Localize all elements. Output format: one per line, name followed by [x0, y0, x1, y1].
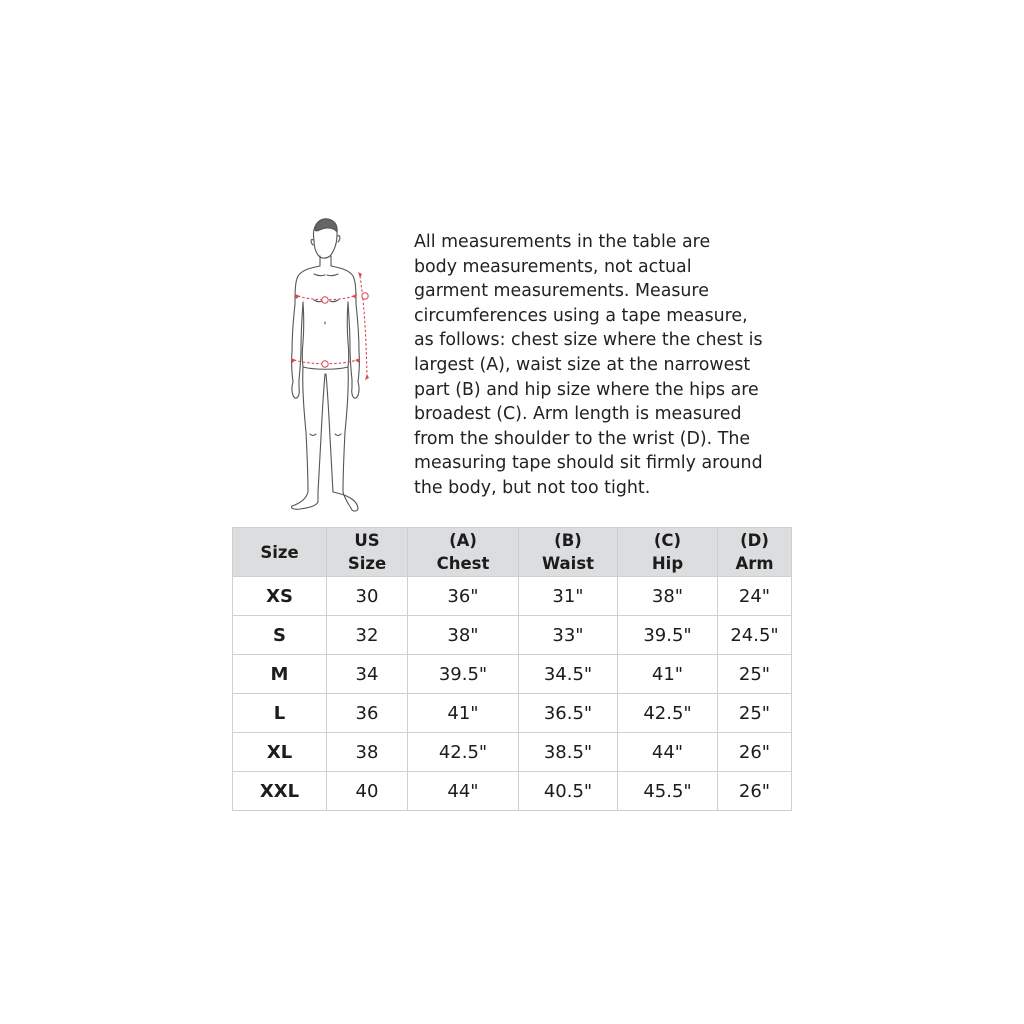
body-measurement-figure	[262, 212, 392, 518]
hip-cell: 39.5"	[618, 616, 718, 655]
chest-cell: 38"	[408, 616, 519, 655]
arm-cell: 24"	[718, 577, 792, 616]
hip-cell: 41"	[618, 655, 718, 694]
size-cell: XXL	[233, 772, 327, 811]
header-hip-letter: (C)	[653, 531, 682, 550]
size-cell: M	[233, 655, 327, 694]
table-row	[233, 577, 792, 616]
us-size-cell: 30	[327, 577, 408, 616]
header-waist-letter: (B)	[554, 531, 582, 550]
header-hip	[618, 528, 718, 577]
hip-cell: 45.5"	[618, 772, 718, 811]
header-hip-label: Hip	[651, 554, 684, 573]
hip-cell: 42.5"	[618, 694, 718, 733]
header-size	[233, 528, 327, 577]
header-arm-letter: (D)	[740, 531, 769, 550]
chest-cell: 39.5"	[408, 655, 519, 694]
waist-cell: 36.5"	[519, 694, 618, 733]
table-row	[233, 616, 792, 655]
human-figure-illustration	[262, 212, 392, 518]
waist-cell: 34.5"	[519, 655, 618, 694]
waist-cell: 31"	[519, 577, 618, 616]
header-chest	[408, 528, 519, 577]
arm-cell: 26"	[718, 733, 792, 772]
chest-cell: 41"	[408, 694, 519, 733]
table-row	[233, 655, 792, 694]
measurement-instructions: All measurements in the table are body measurements, not actual garment measurements. Measure circumferences using a tape measure, as follows: chest size where the chest is largest (A), waist size at the narrowest part (B) and hip size where the hips are broadest (C). Arm length is measured from the shoulder to the wrist (D). The measuring tape should sit firmly around the body, but not too tight.	[414, 232, 763, 498]
header-waist	[519, 528, 618, 577]
table-row	[233, 733, 792, 772]
us-size-cell: 38	[327, 733, 408, 772]
header-arm	[718, 528, 792, 577]
arm-cell: 26"	[718, 772, 792, 811]
size-cell: L	[233, 694, 327, 733]
table-row	[233, 694, 792, 733]
table-row	[233, 772, 792, 811]
chest-cell: 36"	[408, 577, 519, 616]
arm-cell: 25"	[718, 694, 792, 733]
header-arm-label: Arm	[735, 554, 774, 573]
table-header-row	[233, 528, 792, 577]
header-chest-label: Chest	[436, 554, 490, 573]
header-size-label: Size	[260, 542, 299, 562]
size-chart-table	[232, 527, 792, 811]
waist-cell: 40.5"	[519, 772, 618, 811]
size-cell: S	[233, 616, 327, 655]
us-size-cell: 34	[327, 655, 408, 694]
hip-cell: 38"	[618, 577, 718, 616]
header-chest-letter: (A)	[449, 531, 477, 550]
waist-cell: 33"	[519, 616, 618, 655]
header-us-size	[327, 528, 408, 577]
chest-cell: 44"	[408, 772, 519, 811]
hip-cell: 44"	[618, 733, 718, 772]
header-waist-label: Waist	[541, 554, 595, 573]
size-cell: XL	[233, 733, 327, 772]
us-size-cell: 36	[327, 694, 408, 733]
header-us-size-line1: US	[354, 531, 380, 550]
size-cell: XS	[233, 577, 327, 616]
waist-cell: 38.5"	[519, 733, 618, 772]
arm-cell: 24.5"	[718, 616, 792, 655]
chest-cell: 42.5"	[408, 733, 519, 772]
us-size-cell: 32	[327, 616, 408, 655]
us-size-cell: 40	[327, 772, 408, 811]
arm-cell: 25"	[718, 655, 792, 694]
header-us-size-line2: Size	[347, 554, 387, 573]
